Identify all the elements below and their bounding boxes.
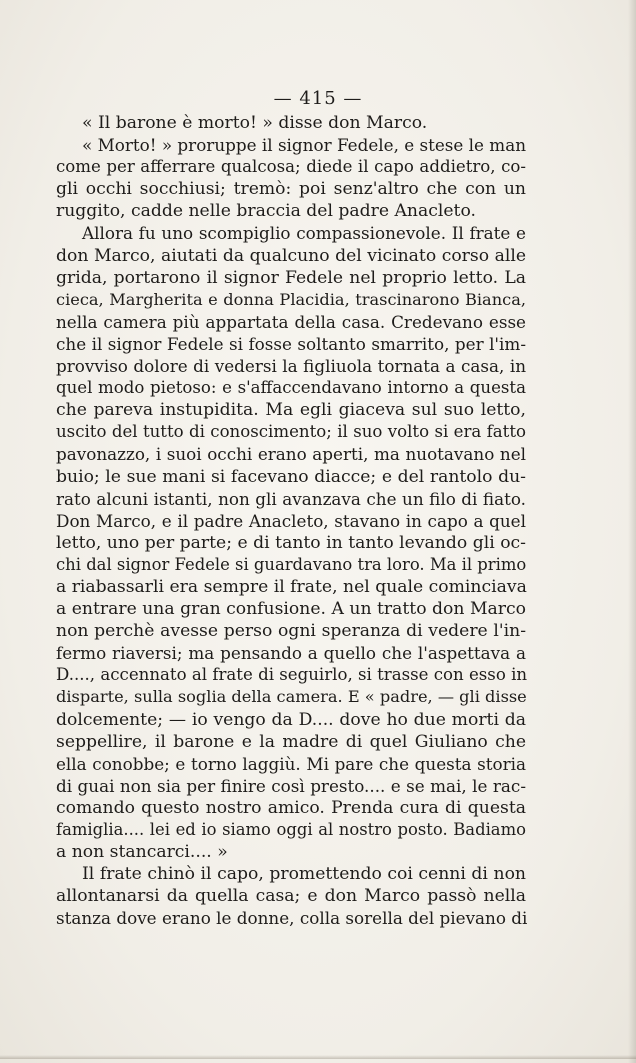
page-number: — 415 — [273, 88, 363, 109]
text-line: a riabassarli era sempre il frate, nel quale cominciava [56, 576, 527, 597]
text-line: comando questo nostro amico. Prenda cura di questa [56, 797, 526, 818]
text-line: « Il barone è morto! » disse don Marco. [82, 113, 428, 133]
text-line: chi dal signor Fedele si guardavano tra loro. Ma il primo [56, 554, 527, 574]
text-line: a entrare una gran confusione. A un tratto don Marco [56, 599, 526, 620]
text-line: buio; le sue mani si facevano diacce; e del rantolo du- [56, 466, 526, 487]
text-line: che pareva instupidita. Ma egli giaceva sul suo letto, [56, 400, 526, 421]
text-line: di guai non sia per finire così presto.... e se mai, le rac- [56, 775, 526, 796]
text-line: don Marco, aiutati da qualcuno del vicinato corso alle [56, 245, 526, 266]
text-line: « Morto! » proruppe il signor Fedele, e stese le man [82, 135, 527, 156]
text-line: letto, uno per parte; e di tanto in tanto levando gli oc- [56, 532, 526, 553]
text-line: famiglia.... lei ed io siamo oggi al nostro posto. Badiamo [56, 820, 526, 839]
text-line: seppellire, il barone e la madre di quel Giuliano che [56, 731, 526, 752]
text-line: fermo riaversi; ma pensando a quello che l'aspettava a [56, 643, 526, 664]
text-line: ruggito, cadde nelle braccia del padre Anacleto. [56, 201, 476, 222]
body-text [56, 112, 526, 929]
text-line: che il signor Fedele si fosse soltanto smarrito, per l'im- [56, 333, 526, 354]
text-line: pavonazzo, i suoi occhi erano aperti, ma nuotavano nel [56, 444, 526, 465]
text-line: dolcemente; — io vengo da D.... dove ho due morti da [56, 709, 526, 730]
page-bottom-edge [0, 1055, 636, 1059]
text-line: rato alcuni istanti, non gli avanzava che un filo di fiato. [56, 488, 526, 509]
text-line: Allora fu uno scompiglio compassionevole. Il frate e [82, 223, 526, 244]
text-line: quel modo pietoso: e s'affaccendavano intorno a questa [56, 378, 526, 398]
text-line: uscito del tutto di conoscimento; il suo volto si era fatto [56, 422, 526, 442]
text-line: a non stancarci.... » [56, 842, 228, 863]
page-edge-shadow [628, 0, 636, 1063]
text-line: ella conobbe; e torno laggiù. Mi pare che questa storia [56, 753, 526, 774]
text-line: stanza dove erano le donne, colla sorella del pievano di [56, 908, 528, 929]
text-line: Don Marco, e il padre Anacleto, stavano in capo a quel [56, 510, 526, 531]
text-line: gli occhi socchiusi; tremò: poi senz'altro che con un [56, 179, 526, 200]
text-line: nella camera più appartata della casa. Credevano esse [56, 311, 526, 332]
text-line: D...., accennato al frate di seguirlo, si trasse con esso in [56, 665, 528, 685]
text-line: cieca, Margherita e donna Placidia, trascinarono Bianca, [56, 289, 526, 309]
text-line: grida, portarono il signor Fedele nel proprio letto. La [56, 267, 526, 288]
text-line: non perchè avesse perso ogni speranza di vedere l'in- [56, 621, 526, 642]
text-line: come per afferrare qualcosa; diede il capo addietro, co- [56, 157, 526, 177]
text-line: disparte, sulla soglia della camera. E « padre, — gli disse [56, 687, 527, 707]
text-line: Il frate chinò il capo, promettendo coi cenni di non [82, 864, 526, 885]
text-line: allontanarsi da quella casa; e don Marco passò nella [56, 886, 526, 907]
text-line: provviso dolore di vedersi la figliuola tornata a casa, in [56, 356, 526, 377]
